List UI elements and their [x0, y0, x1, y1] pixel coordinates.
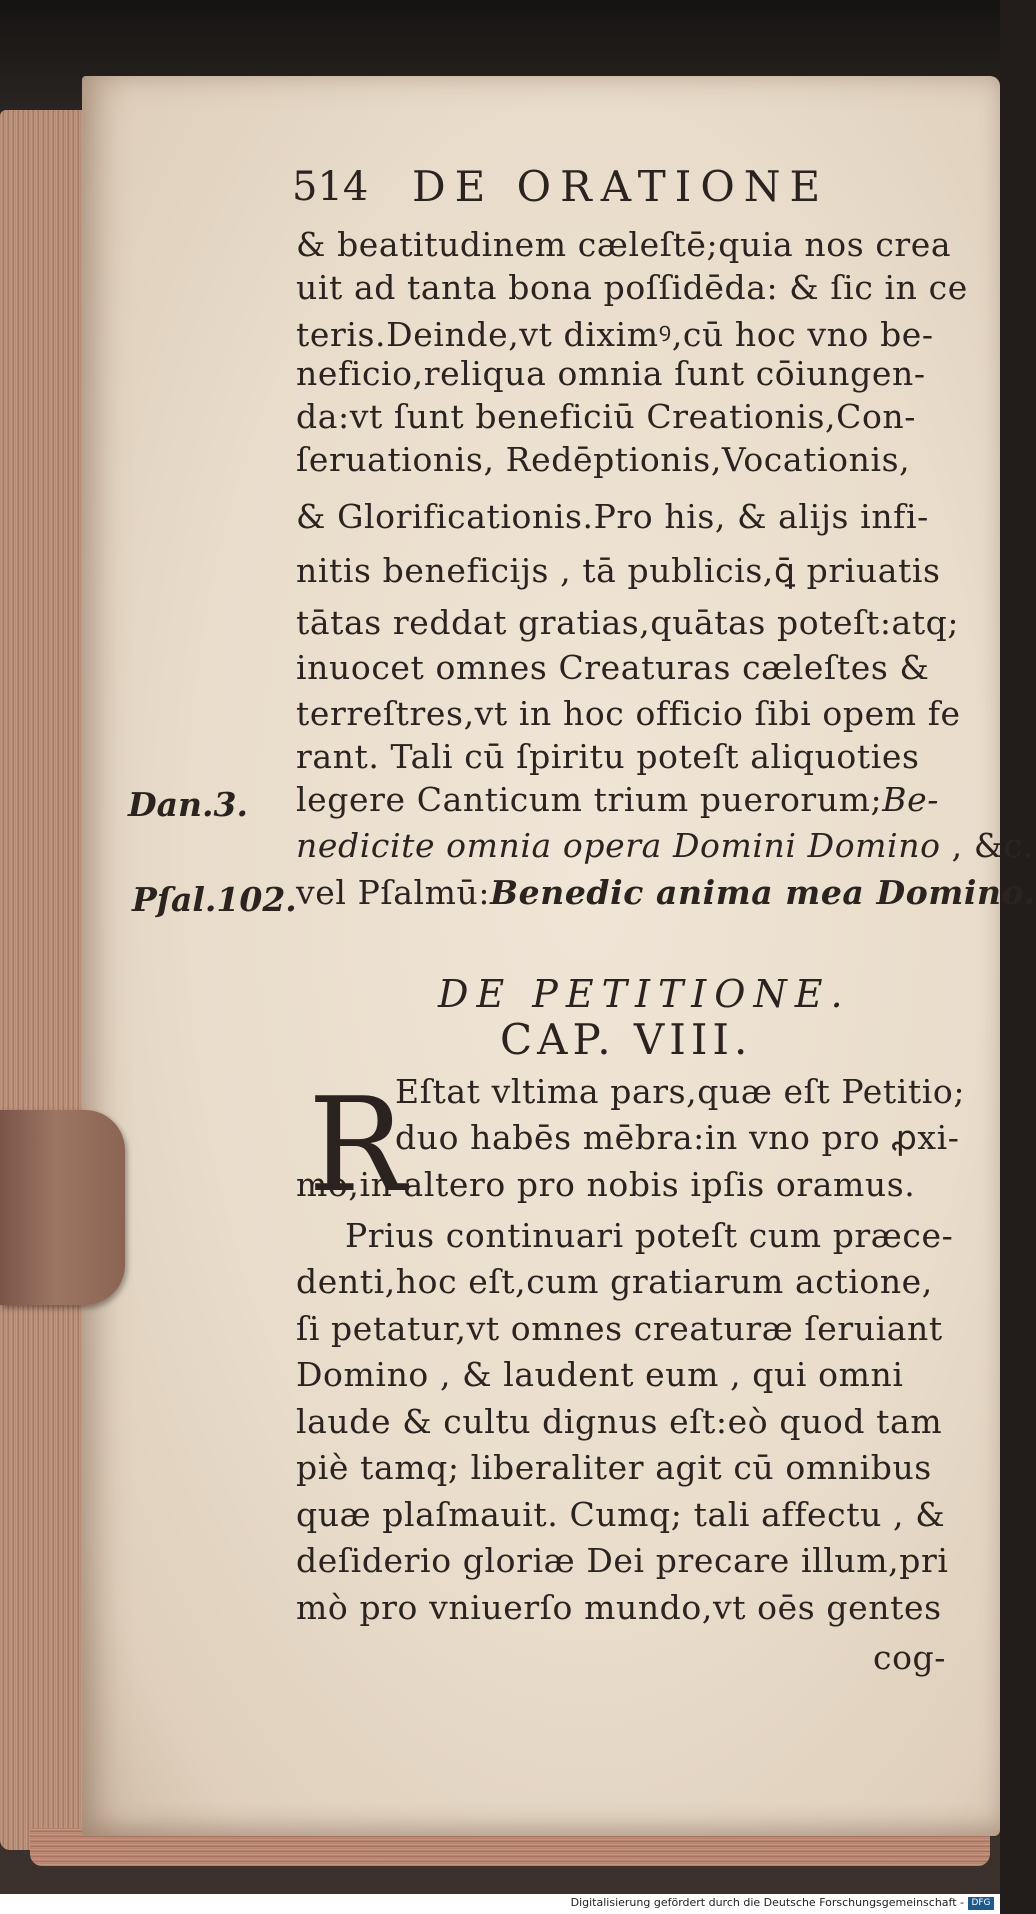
digitization-credit: Digitalisierung gefördert durch die Deutsche Forschungsgemeinschaft - — [570, 1896, 964, 1909]
text-line: Domino , & laudent eum , qui omni — [296, 1355, 904, 1394]
text-line — [296, 873, 1036, 912]
text-line: neficio,reliqua omnia ſunt cōiungen- — [296, 354, 926, 393]
book-fore-edge — [0, 110, 88, 1850]
text-line: & Glorificationis.Pro his, & alijs infi- — [296, 497, 929, 536]
text-line: mò pro vniuerſo mundo,vt oēs gentes — [296, 1588, 942, 1627]
text-line: terreſtres,vt in hoc officio ſibi opem fe — [296, 694, 961, 733]
text-line: quæ plaſmauit. Cumq; tali affectu , & — [296, 1495, 946, 1534]
dfg-logo: DFG — [968, 1897, 994, 1910]
text-line: laude & cultu dignus eſt:eò quod tam — [296, 1402, 943, 1441]
text-line — [296, 780, 939, 819]
margin-note-psalm: Pſal.102. — [132, 880, 297, 919]
text-line: Prius continuari poteſt cum præce- — [345, 1216, 954, 1255]
canticle-incipit: nedicite omnia opera Domini Domino — [296, 826, 941, 865]
text-segment: legere Canticum trium puerorum; — [296, 780, 883, 819]
canticle-incipit: Be- — [882, 780, 939, 819]
text-line: uit ad tanta bona poſſidēda: & ſic in ce — [296, 268, 968, 307]
text-line: denti,hoc eſt,cum gratiarum actione, — [296, 1262, 933, 1301]
text-line: teris.Deinde,vt diximꝰ,cū hoc vno be- — [296, 315, 934, 354]
text-line: nitis beneficijs , tā publicis,ꝗ̄ priuatis — [296, 551, 941, 590]
margin-note-daniel: Dan.3. — [128, 785, 248, 824]
text-segment: vel Pſalmū: — [296, 873, 491, 912]
text-line: da:vt ſunt beneficiū Creationis,Con- — [296, 397, 917, 436]
text-line: rant. Tali cū ſpiritu poteſt aliquoties — [296, 737, 920, 776]
text-line — [296, 826, 1034, 865]
section-title: DE PETITIONE. — [438, 972, 851, 1016]
bookmark-ribbon — [0, 1110, 125, 1305]
text-line: mo,in altero pro nobis ipſis oramus. — [296, 1165, 916, 1204]
text-line: tātas reddat gratias,quātas poteſt:atq; — [296, 603, 960, 642]
text-segment: , &c. — [940, 826, 1034, 865]
catchword: cog- — [873, 1638, 947, 1677]
text-line: inuocet omnes Creaturas cæleſtes & — [296, 648, 930, 687]
text-line: deſiderio gloriæ Dei precare illum,pri — [296, 1541, 949, 1580]
page-number: 514 — [292, 164, 369, 210]
text-line: ſi petatur,vt omnes creaturæ ſeruiant — [296, 1309, 943, 1348]
drop-cap: R — [308, 1069, 406, 1221]
text-line: Eſtat vltima pars,quæ eſt Petitio; — [395, 1072, 966, 1111]
text-line: & beatitudinem cæleſtē;quia nos crea — [296, 225, 952, 264]
text-line: duo habēs mēbra:in vno pro ꝓxi- — [395, 1118, 960, 1157]
text-line: piè tamq; liberaliter agit cū omnibus — [296, 1448, 932, 1487]
psalm-incipit: Benedic anima mea Domino. — [490, 873, 1036, 912]
chapter-heading: CAP. VIII. — [500, 1015, 753, 1064]
text-line: ſeruationis, Redēptionis,Vocationis, — [296, 440, 911, 479]
running-head: DE ORATIONE — [412, 162, 830, 211]
